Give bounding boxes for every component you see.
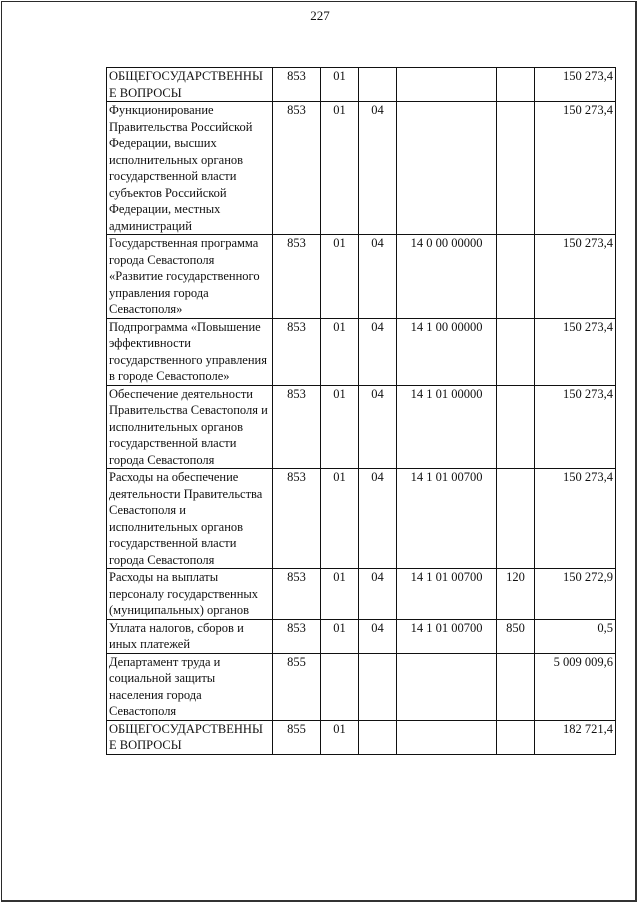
table-row [107,385,616,469]
amount-cell: 150 273,4 [535,102,616,235]
section-code-cell: 01 [321,569,359,620]
amount-cell: 150 273,4 [535,385,616,469]
row-name-cell: Расходы на выплаты персоналу государственных (муниципальных) органов [107,569,273,620]
target-article-cell [397,720,497,754]
ved-code-cell: 853 [273,569,321,620]
amount-cell: 0,5 [535,619,616,653]
subsection-code-cell: 04 [359,569,397,620]
subsection-code-cell: 04 [359,235,397,319]
ved-code-cell: 853 [273,318,321,385]
ved-code-cell: 855 [273,720,321,754]
ved-code-cell: 853 [273,385,321,469]
expense-type-cell [497,102,535,235]
section-code-cell: 01 [321,385,359,469]
section-code-cell: 01 [321,318,359,385]
row-name-cell: Функционирование Правительства Российской Федерации, высших исполнительных органов государственной власти субъектов Российской Федерации, местных администраций [107,102,273,235]
amount-cell: 182 721,4 [535,720,616,754]
budget-table [106,67,616,755]
target-article-cell [397,68,497,102]
subsection-code-cell [359,720,397,754]
ved-code-cell: 853 [273,235,321,319]
row-name-cell: Департамент труда и социальной защиты населения города Севастополя [107,653,273,720]
section-code-cell: 01 [321,68,359,102]
section-code-cell: 01 [321,235,359,319]
expense-type-cell [497,318,535,385]
section-code-cell: 01 [321,720,359,754]
row-name-cell: ОБЩЕГОСУДАРСТВЕННЫ Е ВОПРОСЫ [107,68,273,102]
row-name-cell: Уплата налогов, сборов и иных платежей [107,619,273,653]
row-name-cell: Подпрограмма «Повышение эффективности государственного управления в городе Севастополе» [107,318,273,385]
table-row [107,68,616,102]
row-name-cell: Обеспечение деятельности Правительства Севастополя и исполнительных органов государственной власти города Севастополя [107,385,273,469]
ved-code-cell: 853 [273,469,321,569]
row-name-cell: Расходы на обеспечение деятельности Правительства Севастополя и исполнительных органов государственной власти города Севастополя [107,469,273,569]
target-article-cell: 14 1 01 00700 [397,619,497,653]
target-article-cell: 14 0 00 00000 [397,235,497,319]
table-row [107,469,616,569]
target-article-cell: 14 1 01 00000 [397,385,497,469]
subsection-code-cell [359,653,397,720]
expense-type-cell [497,68,535,102]
amount-cell: 150 273,4 [535,235,616,319]
table-row [107,653,616,720]
expense-type-cell: 850 [497,619,535,653]
row-name-cell: Государственная программа города Севастополя «Развитие государственного управления города Севастополя» [107,235,273,319]
table-row [107,619,616,653]
expense-type-cell [497,385,535,469]
expense-type-cell [497,469,535,569]
table-row [107,102,616,235]
expense-type-cell [497,235,535,319]
section-code-cell: 01 [321,102,359,235]
subsection-code-cell: 04 [359,102,397,235]
target-article-cell [397,653,497,720]
table-row [107,235,616,319]
expense-type-cell [497,720,535,754]
table-row [107,720,616,754]
target-article-cell: 14 1 00 00000 [397,318,497,385]
amount-cell: 150 273,4 [535,469,616,569]
amount-cell: 5 009 009,6 [535,653,616,720]
expense-type-cell: 120 [497,569,535,620]
ved-code-cell: 853 [273,68,321,102]
target-article-cell: 14 1 01 00700 [397,569,497,620]
section-code-cell: 01 [321,469,359,569]
subsection-code-cell: 04 [359,385,397,469]
table-row [107,318,616,385]
page-number: 227 [310,8,330,23]
amount-cell: 150 272,9 [535,569,616,620]
section-code-cell: 01 [321,619,359,653]
ved-code-cell: 853 [273,619,321,653]
ved-code-cell: 855 [273,653,321,720]
subsection-code-cell: 04 [359,318,397,385]
subsection-code-cell [359,68,397,102]
section-code-cell [321,653,359,720]
target-article-cell: 14 1 01 00700 [397,469,497,569]
subsection-code-cell: 04 [359,469,397,569]
subsection-code-cell: 04 [359,619,397,653]
amount-cell: 150 273,4 [535,68,616,102]
row-name-cell: ОБЩЕГОСУДАРСТВЕННЫ Е ВОПРОСЫ [107,720,273,754]
target-article-cell [397,102,497,235]
table-row [107,569,616,620]
amount-cell: 150 273,4 [535,318,616,385]
ved-code-cell: 853 [273,102,321,235]
expense-type-cell [497,653,535,720]
